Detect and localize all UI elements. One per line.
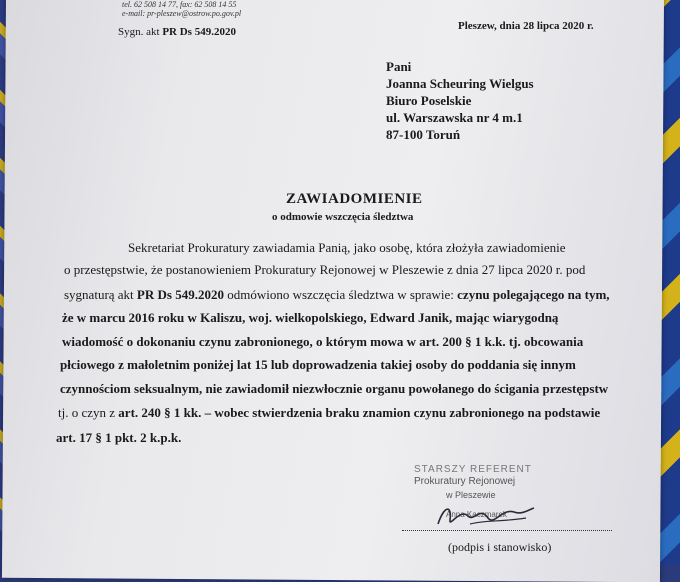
stamp-line-4: Anna Kaczmarek (446, 510, 507, 519)
body-line-1: Sekretariat Prokuratury zawiadamia Panią, jako osobę, która złożyła zawiadomienie (128, 240, 566, 255)
body-line-3: sygnaturą akt PR Ds 549.2020 odmówiono wszczęcia śledztwa w sprawie: czynu polegającego na tym, (64, 287, 610, 302)
stamp-line-1: STARSZY REFERENT (414, 464, 532, 475)
header-phone: tel. 62 508 14 77, fax: 62 508 14 55 (122, 0, 237, 9)
signature-caption: (podpis i stanowisko) (448, 540, 552, 554)
body-line-4: że w marcu 2016 roku w Kaliszu, woj. wielkopolskiego, Edward Janik, mając wiarygodną (62, 310, 559, 325)
place-date: Pleszew, dnia 28 lipca 2020 r. (458, 20, 594, 32)
document-title: ZAWIADOMIENIE (286, 191, 423, 207)
case-reference: Sygn. akt PR Ds 549.2020 (118, 26, 236, 38)
body-line-2: o przestępstwie, że postanowieniem Prokuratury Rejonowej w Pleszewie z dnia 27 lipca 2020 r. pod (64, 262, 586, 277)
body-line-8: tj. o czyn z art. 240 § 1 kk. – wobec stwierdzenia braku znamion czynu zabronionego na podstawie (58, 405, 601, 420)
recipient-address: Pani Joanna Scheuring Wielgus Biuro Poselskie ul. Warszawska nr 4 m.1 87-100 Toruń (386, 59, 534, 142)
stamp-line-2: Prokuratury Rejonowej (414, 476, 516, 487)
document-subtitle: o odmowie wszczęcia śledztwa (272, 211, 414, 223)
body-line-7: czynnościom seksualnym, nie zawiadomił niezwłocznie organu powołanego do ścigania przestępstw (60, 381, 609, 396)
handwritten-signature (430, 498, 540, 532)
body-line-9: art. 17 § 1 pkt. 2 k.p.k. (56, 430, 182, 445)
signature-line (402, 530, 612, 531)
body-line-6: płciowego z małoletnim poniżej lat 15 lub doprowadzenia takiej osoby do poddania się innym (60, 357, 576, 372)
header-email: e-mail: pr-pleszew@ostrow.po.gov.pl (122, 9, 242, 18)
body-line-5: wiadomość o dokonaniu czynu zabronionego, o którym mowa w art. 200 § 1 k.k. tj. obcowania (62, 334, 584, 349)
stamp-line-3: w Pleszewie (446, 490, 496, 500)
